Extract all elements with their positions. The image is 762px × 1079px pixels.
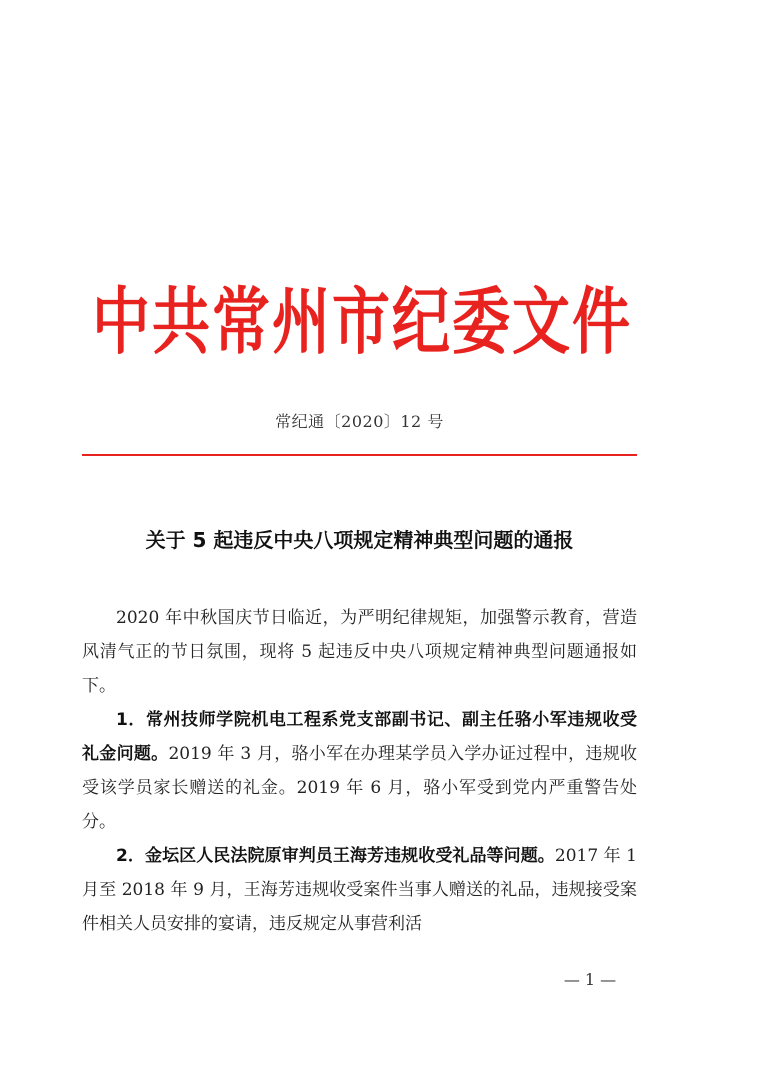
case-heading-2: 2．金坛区人民法院原审判员王海芳违规收受礼品等问题。 xyxy=(116,846,555,866)
document-body xyxy=(82,601,637,941)
case-paragraph-1 xyxy=(82,703,637,839)
case-body-2: 2017 年 1 月至 2018 年 9 月，王海芳违规收受案件当事人赠送的礼品，违规接受案件相关人员安排的宴请，违反规定从事营利活 xyxy=(82,846,637,934)
case-paragraph-2 xyxy=(82,839,637,941)
document-title: 关于 5 起违反中央八项规定精神典型问题的通报 xyxy=(145,528,574,552)
intro-paragraph: 2020 年中秋国庆节日临近，为严明纪律规矩，加强警示教育，营造风清气正的节日氛围，现将 5 起违反中央八项规定精神典型问题通报如下。 xyxy=(82,608,637,696)
case-heading-1: 1．常州技师学院机电工程系党支部副书记、副主任骆小军违规收受礼金问题。 xyxy=(82,710,637,764)
page-number: — 1 — xyxy=(563,970,617,989)
masthead-title: 中共常州市纪委文件 xyxy=(91,279,632,365)
red-divider-line xyxy=(82,454,637,456)
document-number: 常纪通〔2020〕12 号 xyxy=(275,412,444,431)
case-body-1: 2019 年 3 月，骆小军在办理某学员入学办证过程中，违规收受该学员家长赠送的礼金。2019 年 6 月，骆小军受到党内严重警告处分。 xyxy=(82,744,637,832)
